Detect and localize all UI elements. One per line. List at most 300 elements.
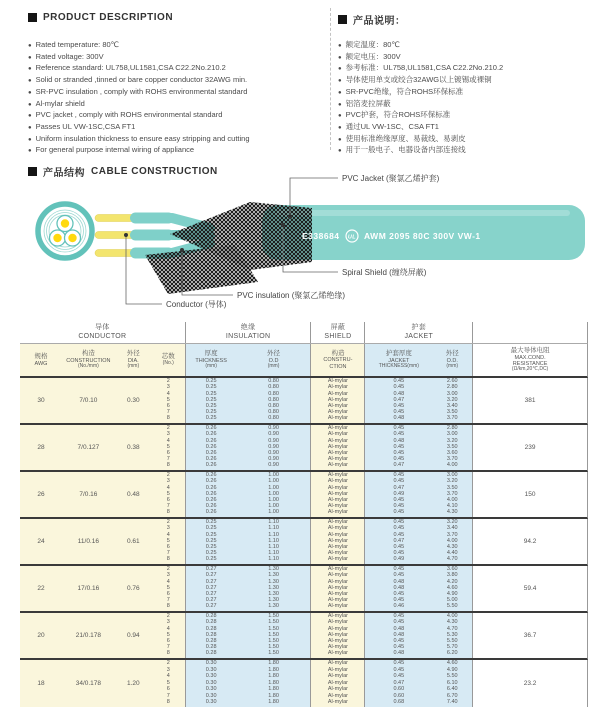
jacket-thickness-column-value: 0.45 <box>393 566 405 573</box>
cores-column <box>152 566 185 611</box>
header-ins-od <box>237 344 311 376</box>
jacket-thickness-column-value: 0.45 <box>393 449 405 456</box>
cores-column <box>152 519 185 564</box>
description-cn-text: 额定温度：80℃ <box>345 40 400 49</box>
insulation-thickness-column-value: 0.26 <box>205 503 217 510</box>
insulation-od-column-value: 1.10 <box>268 543 279 550</box>
label-spiral-shield: Spiral Shield (缠绕屏蔽) <box>342 268 427 277</box>
jacket-od-column-value: 3.80 <box>446 572 458 579</box>
awg-value: 28 <box>20 425 62 470</box>
jacket-thickness-column-value: 0.45 <box>393 590 405 597</box>
jacket-thickness-column-value: 0.49 <box>393 556 405 563</box>
shield-construction-column-value: Al-mylar <box>327 590 349 597</box>
awg-value: 20 <box>20 613 62 658</box>
bullet-icon: ● <box>28 89 32 96</box>
header-resistance-cn: 最大导体电阻 <box>510 347 550 355</box>
shield-construction-column-value: Al-mylar <box>327 666 349 673</box>
shield-construction-column-value: Al-mylar <box>327 537 349 544</box>
cores-column-value: 5 <box>166 396 170 403</box>
jacket-thickness-column-value: 0.46 <box>393 603 405 610</box>
insulation-od-column-value: 1.50 <box>268 650 279 657</box>
jacket-thickness-column-value: 0.45 <box>393 503 405 510</box>
group-resistance-spacer <box>472 322 587 343</box>
insulation-od-column-value: 1.30 <box>268 578 279 585</box>
jacket-thickness-column-value: 0.47 <box>393 537 405 544</box>
cores-column-value: 4 <box>166 578 170 585</box>
shield-construction-column-value: Al-mylar <box>327 378 349 385</box>
group-insulation-cn: 绝缘 <box>240 324 256 332</box>
insulation-thickness-column-value: 0.30 <box>205 660 217 667</box>
jacket-thickness-column <box>364 519 432 564</box>
insulation-od-column-value: 0.90 <box>268 449 279 456</box>
cores-column-value: 5 <box>166 490 170 497</box>
description-cn-item <box>338 40 603 52</box>
shield-construction-column <box>310 472 364 517</box>
insulation-thickness-column-value: 0.25 <box>205 378 217 385</box>
insulation-thickness-column-value: 0.25 <box>205 415 217 422</box>
shield-construction-column-value: Al-mylar <box>327 556 349 563</box>
shield-construction-column-value: Al-mylar <box>327 402 349 409</box>
jacket-thickness-column-value: 0.48 <box>393 625 405 632</box>
insulation-od-column-value: 0.90 <box>268 425 279 432</box>
insulation-od-column-value: 1.30 <box>268 597 279 604</box>
description-item <box>28 99 328 111</box>
shield-construction-column-value: Al-mylar <box>327 525 349 532</box>
insulation-thickness-column-value: 0.28 <box>205 631 217 638</box>
description-item <box>28 52 328 64</box>
cores-column <box>152 472 185 517</box>
cores-column-value: 3 <box>166 431 170 438</box>
shield-construction-column-value: Al-mylar <box>327 396 349 403</box>
group-shield <box>310 322 364 343</box>
description-cn-text: 参考标准：UL758,UL1581,CSA C22.2No.210.2 <box>345 63 504 73</box>
insulation-od-column-value: 1.10 <box>268 519 279 526</box>
insulation-od-column-value: 1.00 <box>268 490 279 497</box>
shield-construction-column-value: Al-mylar <box>327 578 349 585</box>
insulation-thickness-column-value: 0.30 <box>205 686 217 693</box>
insulation-thickness-column-value: 0.25 <box>205 543 217 550</box>
dia-value: 0.94 <box>115 613 152 658</box>
jacket-thickness-column-value: 0.45 <box>393 644 405 651</box>
jacket-thickness-column-value: 0.45 <box>393 409 405 416</box>
jacket-od-column <box>432 566 472 611</box>
header-dia-cn: 外径 <box>126 350 140 358</box>
header-jacket-od-cn: 外径 <box>445 350 459 358</box>
insulation-od-column-value: 1.50 <box>268 637 279 644</box>
table-body <box>20 378 588 707</box>
cores-column <box>152 425 185 470</box>
jacket-od-column-value: 3.70 <box>446 531 458 538</box>
shield-construction-column-value: Al-mylar <box>327 425 349 432</box>
header-shield-construction <box>310 344 364 376</box>
dia-value: 0.38 <box>115 425 152 470</box>
description-cn-text: 使用标准绝缘厚度、易裁线、易剥皮 <box>345 133 466 143</box>
jacket-thickness-column-value: 0.45 <box>393 384 405 391</box>
jacket-thickness-column-value: 0.45 <box>393 378 405 385</box>
label-pvc-insulation: PVC insulation (聚氯乙烯绝缘) <box>237 291 346 300</box>
header-ins-thickness-cn: 厚度 <box>204 350 218 358</box>
insulation-od-column-value: 0.80 <box>268 415 279 422</box>
shield-construction-column-value: Al-mylar <box>327 572 349 579</box>
shield-construction-column-value: Al-mylar <box>327 437 349 444</box>
jacket-thickness-column-value: 0.47 <box>393 396 405 403</box>
insulation-od-column-value: 1.80 <box>268 666 279 673</box>
insulation-od-column-value: 1.10 <box>268 550 279 557</box>
construction-value: 34/0.178 <box>62 660 115 707</box>
description-cn-item <box>338 110 603 122</box>
shield-construction-column-value: Al-mylar <box>327 449 349 456</box>
cores-column-value: 3 <box>166 666 170 673</box>
insulation-od-column-value: 0.80 <box>268 409 279 416</box>
insulation-od-column-value: 1.30 <box>268 566 279 573</box>
cores-column-value: 6 <box>166 543 170 550</box>
dia-value: 0.30 <box>115 378 152 423</box>
group-jacket-en: JACKET <box>404 332 434 340</box>
cores-column-value: 4 <box>166 673 170 680</box>
cores-column-value: 2 <box>166 519 170 526</box>
bullet-icon: ● <box>338 78 342 85</box>
cores-column-value: 2 <box>166 472 170 479</box>
jacket-od-column-value: 3.00 <box>446 431 458 438</box>
construction-value: 7/0.10 <box>62 378 115 423</box>
header-dia-unit: (mm) <box>127 363 140 370</box>
jacket-od-column-value: 3.40 <box>446 402 458 409</box>
jacket-thickness-column-value: 0.48 <box>393 415 405 422</box>
jacket-od-column-value: 4.30 <box>446 509 458 516</box>
bullet-icon: ● <box>28 43 32 49</box>
jacket-thickness-column-value: 0.45 <box>393 637 405 644</box>
shield-construction-column-value: Al-mylar <box>327 456 349 463</box>
jacket-thickness-column-value: 0.45 <box>393 478 405 485</box>
cores-column-value: 5 <box>166 584 170 591</box>
header-jacket-od <box>432 344 472 376</box>
jacket-thickness-column <box>364 378 432 423</box>
jacket-od-column-value: 4.60 <box>446 584 458 591</box>
cores-column-value: 6 <box>166 402 170 409</box>
jacket-od-column-value: 4.00 <box>446 537 458 544</box>
jacket-od-column-value: 6.10 <box>446 679 458 686</box>
cores-column-value: 4 <box>166 531 170 538</box>
jacket-thickness-column-value: 0.60 <box>393 686 405 693</box>
cores-column-value: 8 <box>166 556 170 563</box>
table-group-header-row <box>20 322 588 344</box>
jacket-od-column-value: 4.00 <box>446 462 458 469</box>
insulation-thickness-column-value: 0.27 <box>205 578 217 585</box>
cores-column-value: 8 <box>166 650 170 657</box>
jacket-od-column-value: 4.30 <box>446 619 458 626</box>
insulation-thickness-column-value: 0.26 <box>205 472 217 479</box>
description-item <box>28 63 328 75</box>
header-jacket-od-unit: (mm) <box>446 363 459 370</box>
group-jacket <box>364 322 472 343</box>
jacket-od-column-value: 3.50 <box>446 409 458 416</box>
shield-construction-column-value: Al-mylar <box>327 660 349 667</box>
header-ins-thickness-en: THICKNESS <box>195 357 227 364</box>
cable-print-left: E338684 <box>302 231 340 241</box>
description-cn-item <box>338 145 603 157</box>
insulation-thickness-column <box>185 378 237 423</box>
description-cn-text: 导体使用单支或绞合32AWG以上镀锡或裸铜 <box>345 75 492 85</box>
bullet-icon: ● <box>338 43 342 49</box>
description-cn-text: 铝箔麦拉屏蔽 <box>345 98 391 108</box>
insulation-od-column-value: 1.10 <box>268 525 279 532</box>
insulation-od-column-value: 1.10 <box>268 531 279 538</box>
jacket-thickness-column-value: 0.60 <box>393 692 405 699</box>
shield-construction-column-value: Al-mylar <box>327 543 349 550</box>
insulation-thickness-column-value: 0.28 <box>205 619 217 626</box>
section-marker-icon <box>28 13 37 22</box>
insulation-od-column-value: 1.00 <box>268 484 279 491</box>
insulation-od-column-value: 1.30 <box>268 584 279 591</box>
bullet-icon: ● <box>28 136 32 143</box>
description-cn-item <box>338 87 603 99</box>
insulation-od-column-value: 1.50 <box>268 644 279 651</box>
bullet-icon: ● <box>28 101 32 108</box>
description-cn-text: PVC护套，符合ROHS环保标准 <box>345 110 451 120</box>
insulation-thickness-column-value: 0.27 <box>205 566 217 573</box>
cores-column-value: 2 <box>166 660 170 667</box>
jacket-od-column-value: 3.00 <box>446 390 458 397</box>
insulation-thickness-column-value: 0.28 <box>205 644 217 651</box>
insulation-od-column <box>237 378 311 423</box>
description-text: Rated temperature: 80℃ <box>35 40 120 49</box>
jacket-thickness-column-value: 0.47 <box>393 484 405 491</box>
product-description-title: PRODUCT DESCRIPTION <box>43 12 174 23</box>
insulation-thickness-column-value: 0.26 <box>205 449 217 456</box>
shield-construction-column-value: Al-mylar <box>327 443 349 450</box>
shield-construction-column-value: Al-mylar <box>327 478 349 485</box>
cores-column-value: 8 <box>166 415 170 422</box>
jacket-thickness-column-value: 0.47 <box>393 679 405 686</box>
insulation-od-column-value: 1.50 <box>268 613 279 620</box>
table-group-row <box>20 660 588 707</box>
cores-column-value: 3 <box>166 572 170 579</box>
shield-construction-column-value: Al-mylar <box>327 692 349 699</box>
product-description-cn-list <box>338 40 603 157</box>
insulation-thickness-column-value: 0.26 <box>205 431 217 438</box>
group-shield-en: SHIELD <box>324 332 352 340</box>
insulation-thickness-column <box>185 472 237 517</box>
product-description-cn-title: 产品说明： <box>353 16 406 27</box>
cores-column-value: 3 <box>166 478 170 485</box>
jacket-od-column-value: 2.80 <box>446 425 458 432</box>
description-text: For general purpose internal wiring of appliance <box>35 145 195 155</box>
cores-column-value: 2 <box>166 566 170 573</box>
table-subheader-row <box>20 344 588 378</box>
bullet-icon: ● <box>338 89 342 96</box>
header-shield-en: CONSTRU-CTION <box>323 357 353 370</box>
insulation-od-column-value: 1.30 <box>268 572 279 579</box>
cores-column-value: 7 <box>166 550 170 557</box>
cores-column-value: 5 <box>166 631 170 638</box>
insulation-od-column-value: 0.80 <box>268 402 279 409</box>
cable-print <box>302 230 481 242</box>
insulation-od-column-value: 0.80 <box>268 384 279 391</box>
bullet-icon: ● <box>338 124 342 131</box>
insulation-thickness-column-value: 0.25 <box>205 390 217 397</box>
table-group-row <box>20 378 588 425</box>
insulation-od-column-value: 1.50 <box>268 625 279 632</box>
insulation-thickness-column-value: 0.25 <box>205 409 217 416</box>
cores-column-value: 7 <box>166 456 170 463</box>
insulation-od-column <box>237 519 311 564</box>
jacket-od-column-value: 5.30 <box>446 631 458 638</box>
group-shield-cn: 屏蔽 <box>330 324 346 332</box>
bullet-icon: ● <box>28 148 32 155</box>
header-cores <box>152 344 185 376</box>
insulation-thickness-column <box>185 425 237 470</box>
shield-construction-column <box>310 425 364 470</box>
cores-column-value: 7 <box>166 503 170 510</box>
insulation-od-column-value: 1.00 <box>268 478 279 485</box>
shield-construction-column-value: Al-mylar <box>327 597 349 604</box>
shield-construction-column-value: Al-mylar <box>327 390 349 397</box>
insulation-od-column <box>237 425 311 470</box>
column-divider <box>330 8 331 150</box>
table-group-row <box>20 425 588 472</box>
construction-title-cn: 产品结构 <box>43 168 85 179</box>
jacket-od-column <box>432 660 472 707</box>
cores-column-value: 2 <box>166 378 170 385</box>
insulation-od-column-value: 1.00 <box>268 472 279 479</box>
resistance-value: 94.2 <box>472 519 587 564</box>
insulation-od-column-value: 1.00 <box>268 509 279 516</box>
jacket-thickness-column-value: 0.48 <box>393 584 405 591</box>
insulation-od-column-value: 1.30 <box>268 603 279 610</box>
label-pvc-jacket: PVC Jacket (聚氯乙烯护套) <box>342 174 440 183</box>
description-text: Passes UL VW-1SC,CSA FT1 <box>35 121 136 131</box>
cores-column-value: 7 <box>166 597 170 604</box>
insulation-thickness-column-value: 0.25 <box>205 550 217 557</box>
shield-construction-column-value: Al-mylar <box>327 490 349 497</box>
header-construction-cn: 构造 <box>81 350 95 358</box>
description-item <box>28 145 328 157</box>
jacket-thickness-column-value: 0.45 <box>393 525 405 532</box>
description-item <box>28 75 328 87</box>
jacket-thickness-column-value: 0.45 <box>393 496 405 503</box>
jacket-thickness-column-value: 0.45 <box>393 519 405 526</box>
description-cn-text: 通过UL VW-1SC、CSA FT1 <box>345 121 439 131</box>
cores-column <box>152 378 185 423</box>
bullet-icon: ● <box>338 148 342 155</box>
shield-construction-column <box>310 519 364 564</box>
table-group-row <box>20 472 588 519</box>
description-item <box>28 40 328 52</box>
insulation-od-column <box>237 472 311 517</box>
jacket-thickness-column-value: 0.45 <box>393 550 405 557</box>
shield-construction-column-value: Al-mylar <box>327 509 349 516</box>
shield-construction-column <box>310 378 364 423</box>
jacket-thickness-column-value: 0.45 <box>393 472 405 479</box>
insulation-thickness-column-value: 0.30 <box>205 679 217 686</box>
jacket-thickness-column-value: 0.47 <box>393 462 405 469</box>
jacket-od-column-value: 4.60 <box>446 660 458 667</box>
jacket-thickness-column-value: 0.45 <box>393 673 405 680</box>
shield-construction-column-value: Al-mylar <box>327 496 349 503</box>
header-construction-en: CONSTRUCTION <box>66 357 111 364</box>
shield-construction-column-value: Al-mylar <box>327 637 349 644</box>
shield-construction-column-value: Al-mylar <box>327 519 349 526</box>
resistance-value: 23.2 <box>472 660 587 707</box>
insulation-thickness-column-value: 0.25 <box>205 384 217 391</box>
description-cn-item <box>338 99 603 111</box>
insulation-thickness-column-value: 0.28 <box>205 613 217 620</box>
jacket-od-column-value: 4.30 <box>446 543 458 550</box>
shield-construction-column-value: Al-mylar <box>327 550 349 557</box>
cores-column-value: 5 <box>166 679 170 686</box>
insulation-od-column-value: 1.00 <box>268 503 279 510</box>
cores-column-value: 3 <box>166 525 170 532</box>
awg-value: 30 <box>20 378 62 423</box>
insulation-thickness-column-value: 0.28 <box>205 650 217 657</box>
description-text: Uniform insulation thickness to ensure easy stripping and cutting <box>35 133 250 143</box>
jacket-thickness-column-value: 0.45 <box>393 597 405 604</box>
insulation-thickness-column-value: 0.26 <box>205 462 217 469</box>
cores-column-value: 7 <box>166 644 170 651</box>
shield-construction-column-value: Al-mylar <box>327 698 349 705</box>
jacket-od-column-value: 6.20 <box>446 650 458 657</box>
jacket-od-column-value: 7.40 <box>446 698 458 705</box>
header-jacket-thickness-unit: THICKNESS(mm) <box>378 363 419 370</box>
jacket-thickness-column <box>364 425 432 470</box>
jacket-thickness-column-value: 0.45 <box>393 613 405 620</box>
description-cn-text: 额定电压：300V <box>345 51 401 61</box>
header-cores-cn: 芯数 <box>161 353 175 361</box>
shield-construction-column-value: Al-mylar <box>327 472 349 479</box>
shield-construction-column-value: Al-mylar <box>327 650 349 657</box>
jacket-od-column-value: 5.50 <box>446 603 458 610</box>
jacket-thickness-column-value: 0.45 <box>393 456 405 463</box>
shield-construction-column-value: Al-mylar <box>327 603 349 610</box>
shield-construction-column-value: Al-mylar <box>327 503 349 510</box>
insulation-od-column-value: 0.80 <box>268 378 279 385</box>
header-cores-unit: (No.) <box>162 359 174 366</box>
insulation-thickness-column <box>185 613 237 658</box>
jacket-od-column-value: 5.50 <box>446 637 458 644</box>
insulation-od-column <box>237 566 311 611</box>
description-cn-item <box>338 63 603 75</box>
insulation-thickness-column-value: 0.28 <box>205 625 217 632</box>
shield-construction-column-value: Al-mylar <box>327 673 349 680</box>
awg-value: 26 <box>20 472 62 517</box>
group-jacket-cn: 护套 <box>411 324 427 332</box>
insulation-thickness-column-value: 0.30 <box>205 692 217 699</box>
jacket-od-column-value: 2.80 <box>446 384 458 391</box>
insulation-thickness-column-value: 0.25 <box>205 402 217 409</box>
header-ins-od-en: O.D <box>268 357 279 364</box>
header-resistance-en2: RESISTANCE <box>512 360 548 367</box>
cores-column-value: 2 <box>166 425 170 432</box>
bullet-icon: ● <box>28 54 32 61</box>
specification-table <box>20 322 588 707</box>
resistance-value: 36.7 <box>472 613 587 658</box>
insulation-thickness-column-value: 0.26 <box>205 425 217 432</box>
cores-column-value: 4 <box>166 390 170 397</box>
description-item <box>28 122 328 134</box>
insulation-od-column-value: 1.50 <box>268 631 279 638</box>
header-resistance <box>472 344 587 376</box>
insulation-thickness-column-value: 0.25 <box>205 396 217 403</box>
cores-column-value: 7 <box>166 409 170 416</box>
insulation-od-column-value: 1.10 <box>268 537 279 544</box>
jacket-thickness-column-value: 0.45 <box>393 425 405 432</box>
jacket-thickness-column-value: 0.45 <box>393 443 405 450</box>
insulation-thickness-column-value: 0.25 <box>205 556 217 563</box>
dia-value: 0.48 <box>115 472 152 517</box>
description-cn-text: SR-PVC绝缘，符合ROHS环保标准 <box>345 86 464 96</box>
insulation-thickness-column <box>185 566 237 611</box>
awg-value: 18 <box>20 660 62 707</box>
